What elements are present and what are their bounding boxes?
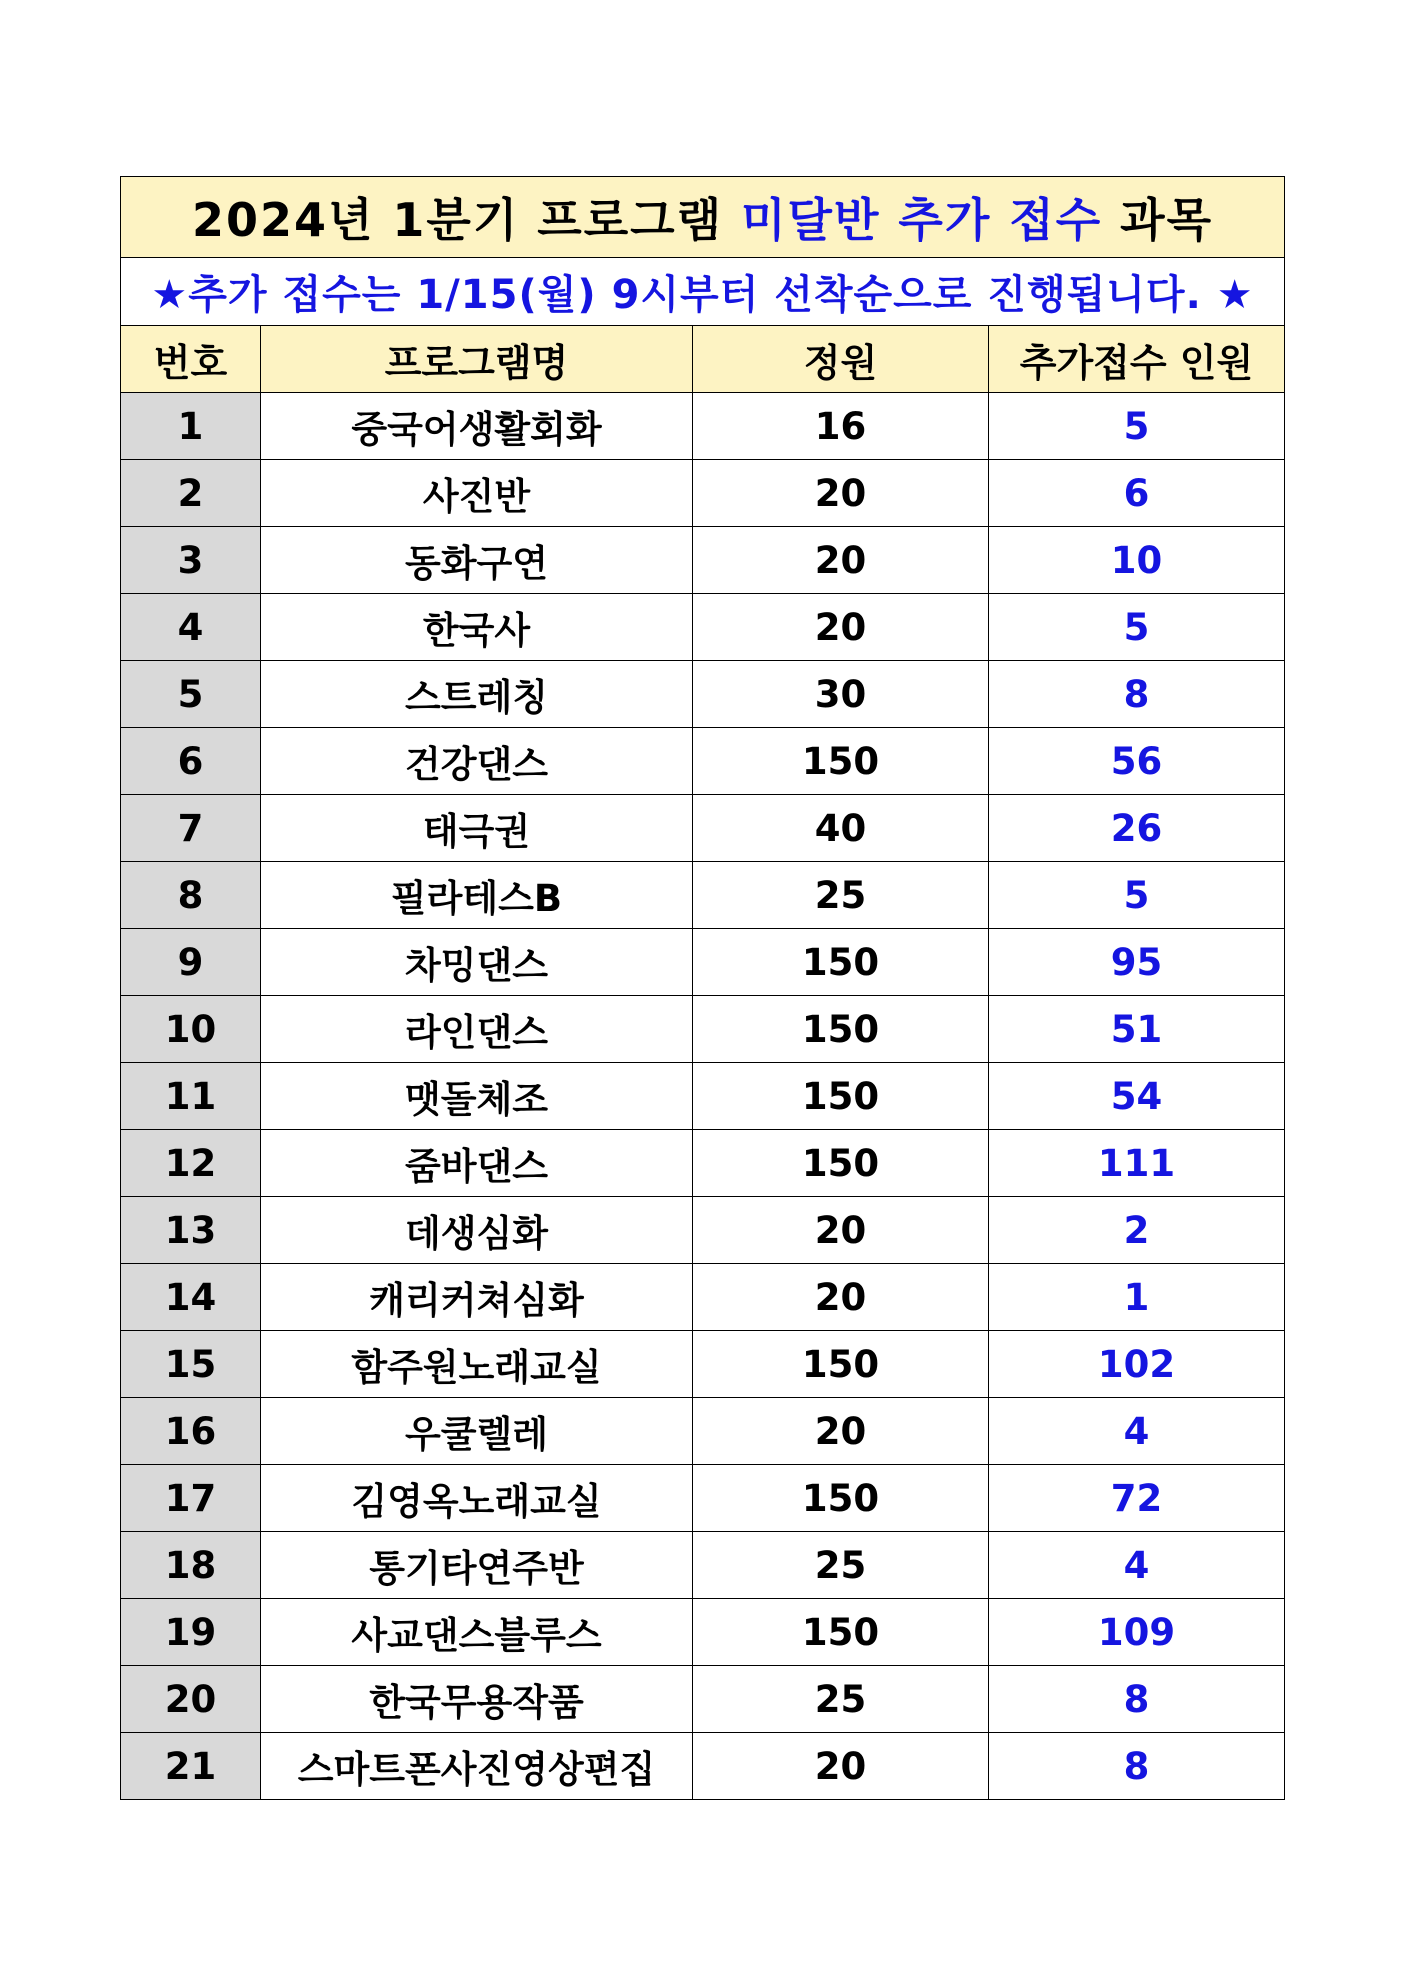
row-number: 5 <box>121 661 261 728</box>
program-sheet <box>120 176 1284 1800</box>
table-row <box>121 1331 1285 1398</box>
column-header-additional: 추가접수 인원 <box>989 326 1285 393</box>
capacity-value: 20 <box>693 527 989 594</box>
row-number: 10 <box>121 996 261 1063</box>
capacity-value: 150 <box>693 1465 989 1532</box>
table-row <box>121 862 1285 929</box>
table-row <box>121 795 1285 862</box>
table-row <box>121 527 1285 594</box>
additional-count: 95 <box>989 929 1285 996</box>
additional-count: 56 <box>989 728 1285 795</box>
row-number: 9 <box>121 929 261 996</box>
row-number: 2 <box>121 460 261 527</box>
title-part-2: 미달반 추가 접수 <box>741 193 1103 247</box>
additional-count: 6 <box>989 460 1285 527</box>
program-name: 우쿨렐레 <box>261 1398 693 1465</box>
program-name: 통기타연주반 <box>261 1532 693 1599</box>
capacity-value: 40 <box>693 795 989 862</box>
additional-count: 2 <box>989 1197 1285 1264</box>
capacity-value: 20 <box>693 1398 989 1465</box>
capacity-value: 150 <box>693 1130 989 1197</box>
capacity-value: 150 <box>693 929 989 996</box>
page-title <box>121 177 1285 258</box>
row-number: 1 <box>121 393 261 460</box>
additional-count: 4 <box>989 1532 1285 1599</box>
table-row <box>121 661 1285 728</box>
capacity-value: 150 <box>693 996 989 1063</box>
program-name: 사교댄스블루스 <box>261 1599 693 1666</box>
capacity-value: 25 <box>693 1532 989 1599</box>
row-number: 15 <box>121 1331 261 1398</box>
row-number: 12 <box>121 1130 261 1197</box>
row-number: 3 <box>121 527 261 594</box>
additional-count: 8 <box>989 1733 1285 1800</box>
program-name: 한국사 <box>261 594 693 661</box>
table-row <box>121 1465 1285 1532</box>
capacity-value: 150 <box>693 1063 989 1130</box>
capacity-value: 20 <box>693 1197 989 1264</box>
column-header-number: 번호 <box>121 326 261 393</box>
header-row <box>121 326 1285 393</box>
additional-count: 5 <box>989 862 1285 929</box>
table-row <box>121 1264 1285 1331</box>
row-number: 21 <box>121 1733 261 1800</box>
row-number: 8 <box>121 862 261 929</box>
table-row <box>121 996 1285 1063</box>
title-row <box>121 177 1285 258</box>
program-name: 맷돌체조 <box>261 1063 693 1130</box>
row-number: 17 <box>121 1465 261 1532</box>
program-name: 스마트폰사진영상편집 <box>261 1733 693 1800</box>
program-name: 필라테스B <box>261 862 693 929</box>
additional-count: 1 <box>989 1264 1285 1331</box>
program-table <box>120 176 1285 1800</box>
row-number: 4 <box>121 594 261 661</box>
program-name: 줌바댄스 <box>261 1130 693 1197</box>
table-row <box>121 1063 1285 1130</box>
additional-count: 109 <box>989 1599 1285 1666</box>
program-name: 한국무용작품 <box>261 1666 693 1733</box>
capacity-value: 20 <box>693 1264 989 1331</box>
program-name: 라인댄스 <box>261 996 693 1063</box>
row-number: 14 <box>121 1264 261 1331</box>
capacity-value: 150 <box>693 1599 989 1666</box>
program-name: 동화구연 <box>261 527 693 594</box>
additional-count: 51 <box>989 996 1285 1063</box>
program-name: 김영옥노래교실 <box>261 1465 693 1532</box>
capacity-value: 25 <box>693 862 989 929</box>
capacity-value: 16 <box>693 393 989 460</box>
table-row <box>121 1599 1285 1666</box>
capacity-value: 20 <box>693 594 989 661</box>
table-row <box>121 1532 1285 1599</box>
table-row <box>121 393 1285 460</box>
program-name: 태극권 <box>261 795 693 862</box>
program-name: 사진반 <box>261 460 693 527</box>
capacity-value: 30 <box>693 661 989 728</box>
row-number: 16 <box>121 1398 261 1465</box>
row-number: 18 <box>121 1532 261 1599</box>
row-number: 11 <box>121 1063 261 1130</box>
additional-count: 102 <box>989 1331 1285 1398</box>
capacity-value: 20 <box>693 1733 989 1800</box>
program-name: 함주원노래교실 <box>261 1331 693 1398</box>
title-part-1: 2024년 1분기 프로그램 <box>191 193 742 247</box>
program-name: 캐리커쳐심화 <box>261 1264 693 1331</box>
program-name: 중국어생활회화 <box>261 393 693 460</box>
table-row <box>121 728 1285 795</box>
capacity-value: 25 <box>693 1666 989 1733</box>
row-number: 20 <box>121 1666 261 1733</box>
additional-count: 26 <box>989 795 1285 862</box>
notice-banner <box>121 258 1285 326</box>
star-icon: ★ <box>151 272 189 318</box>
table-row <box>121 929 1285 996</box>
table-row <box>121 460 1285 527</box>
additional-count: 4 <box>989 1398 1285 1465</box>
title-part-3: 과목 <box>1102 193 1214 247</box>
notice-row <box>121 258 1285 326</box>
table-row <box>121 1666 1285 1733</box>
program-name: 스트레칭 <box>261 661 693 728</box>
star-icon: ★ <box>1216 272 1254 318</box>
program-name: 건강댄스 <box>261 728 693 795</box>
row-number: 6 <box>121 728 261 795</box>
additional-count: 8 <box>989 661 1285 728</box>
table-row <box>121 1130 1285 1197</box>
additional-count: 5 <box>989 594 1285 661</box>
table-row <box>121 1197 1285 1264</box>
table-row <box>121 1398 1285 1465</box>
row-number: 7 <box>121 795 261 862</box>
row-number: 13 <box>121 1197 261 1264</box>
additional-count: 111 <box>989 1130 1285 1197</box>
additional-count: 72 <box>989 1465 1285 1532</box>
table-row <box>121 594 1285 661</box>
capacity-value: 20 <box>693 460 989 527</box>
column-header-program: 프로그램명 <box>261 326 693 393</box>
row-number: 19 <box>121 1599 261 1666</box>
capacity-value: 150 <box>693 728 989 795</box>
program-name: 데생심화 <box>261 1197 693 1264</box>
capacity-value: 150 <box>693 1331 989 1398</box>
additional-count: 10 <box>989 527 1285 594</box>
table-row <box>121 1733 1285 1800</box>
additional-count: 54 <box>989 1063 1285 1130</box>
additional-count: 5 <box>989 393 1285 460</box>
column-header-capacity: 정원 <box>693 326 989 393</box>
additional-count: 8 <box>989 1666 1285 1733</box>
notice-text: 추가 접수는 1/15(월) 9시부터 선착순으로 진행됩니다. <box>188 272 1217 318</box>
program-name: 차밍댄스 <box>261 929 693 996</box>
